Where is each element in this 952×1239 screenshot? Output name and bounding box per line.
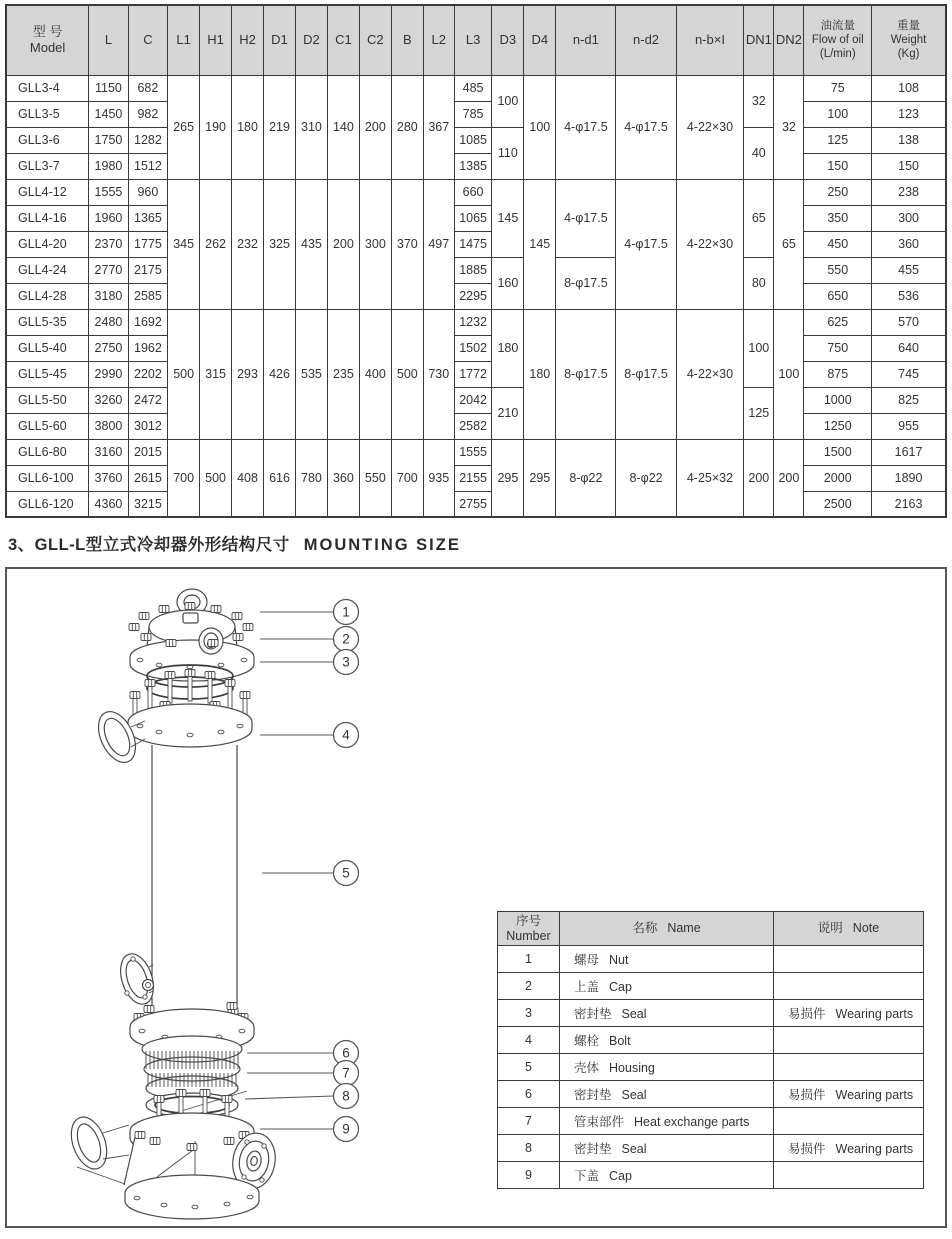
col-header-c2: C2 bbox=[359, 5, 391, 75]
part-note bbox=[774, 946, 924, 973]
cell: 360 bbox=[872, 231, 946, 257]
cell: 1555 bbox=[89, 179, 128, 205]
cell-model: GLL4-28 bbox=[6, 283, 89, 309]
cell: 8-φ22 bbox=[616, 439, 676, 517]
cell: 2472 bbox=[128, 387, 167, 413]
cell: 8-φ22 bbox=[556, 439, 616, 517]
cell-model: GLL4-16 bbox=[6, 205, 89, 231]
parts-row bbox=[498, 946, 924, 973]
part-note: 易损件 Wearing parts bbox=[774, 1135, 924, 1162]
svg-text:5: 5 bbox=[342, 865, 350, 881]
cell: 408 bbox=[232, 439, 264, 517]
cell-model: GLL3-4 bbox=[6, 75, 89, 101]
part-number: 9 bbox=[498, 1162, 560, 1189]
cell-model: GLL5-50 bbox=[6, 387, 89, 413]
parts-col-name: 名称 Name bbox=[560, 912, 774, 946]
callout-8 bbox=[245, 1084, 359, 1109]
cell: 1555 bbox=[454, 439, 492, 465]
cell: 536 bbox=[872, 283, 946, 309]
cell: 982 bbox=[128, 101, 167, 127]
col-header-d3: D3 bbox=[492, 5, 524, 75]
cell: 400 bbox=[359, 309, 391, 439]
col-header-l3: L3 bbox=[454, 5, 492, 75]
parts-col-number: 序号 Number bbox=[498, 912, 560, 946]
cell: 315 bbox=[200, 309, 232, 439]
cell: 150 bbox=[804, 153, 872, 179]
callout-7 bbox=[247, 1061, 359, 1086]
svg-text:1: 1 bbox=[342, 604, 350, 620]
cell: 625 bbox=[804, 309, 872, 335]
callout-2 bbox=[260, 627, 359, 652]
cell-model: GLL5-40 bbox=[6, 335, 89, 361]
callout-9 bbox=[260, 1117, 359, 1142]
cell: 370 bbox=[391, 179, 423, 309]
col-header-c1: C1 bbox=[327, 5, 359, 75]
cell: 1250 bbox=[804, 413, 872, 439]
cell: 100 bbox=[524, 75, 556, 179]
cell: 1512 bbox=[128, 153, 167, 179]
cell: 1772 bbox=[454, 361, 492, 387]
col-header-dn2: DN2 bbox=[774, 5, 804, 75]
cell: 32 bbox=[744, 75, 774, 127]
cell: 360 bbox=[327, 439, 359, 517]
part-top-cap bbox=[129, 589, 254, 681]
cell: 75 bbox=[804, 75, 872, 101]
cell: 1065 bbox=[454, 205, 492, 231]
cell: 2163 bbox=[872, 491, 946, 517]
cell: 150 bbox=[872, 153, 946, 179]
part-tube-bundle bbox=[142, 1036, 242, 1100]
svg-text:2: 2 bbox=[342, 631, 350, 647]
cell: 100 bbox=[492, 75, 524, 127]
cell: 8-φ17.5 bbox=[556, 309, 616, 439]
col-header-n-b×i: n-b×I bbox=[676, 5, 744, 75]
col-header-d2: D2 bbox=[295, 5, 327, 75]
cell-model: GLL6-80 bbox=[6, 439, 89, 465]
cell: 265 bbox=[168, 75, 200, 179]
cell: 2615 bbox=[128, 465, 167, 491]
svg-text:6: 6 bbox=[342, 1045, 350, 1061]
cell: 123 bbox=[872, 101, 946, 127]
cell: 1502 bbox=[454, 335, 492, 361]
cell: 350 bbox=[804, 205, 872, 231]
cell: 219 bbox=[264, 75, 296, 179]
cell: 250 bbox=[804, 179, 872, 205]
cell: 1385 bbox=[454, 153, 492, 179]
cell: 640 bbox=[872, 335, 946, 361]
svg-text:9: 9 bbox=[342, 1121, 350, 1137]
cell: 310 bbox=[295, 75, 327, 179]
cell: 3180 bbox=[89, 283, 128, 309]
cell: 100 bbox=[744, 309, 774, 387]
part-note bbox=[774, 1108, 924, 1135]
cell: 238 bbox=[872, 179, 946, 205]
part-number: 3 bbox=[498, 1000, 560, 1027]
col-header-c: C bbox=[128, 5, 167, 75]
part-name: 密封垫 Seal bbox=[560, 1081, 774, 1108]
part-name: 壳体 Housing bbox=[560, 1054, 774, 1081]
parts-col-note: 说明 Note bbox=[774, 912, 924, 946]
cell: 110 bbox=[492, 127, 524, 179]
cell: 190 bbox=[200, 75, 232, 179]
parts-row bbox=[498, 1135, 924, 1162]
part-note bbox=[774, 1162, 924, 1189]
cell: 650 bbox=[804, 283, 872, 309]
cell: 2480 bbox=[89, 309, 128, 335]
callouts bbox=[245, 600, 359, 1142]
cell: 2202 bbox=[128, 361, 167, 387]
part-number: 7 bbox=[498, 1108, 560, 1135]
part-name: 螺栓 Bolt bbox=[560, 1027, 774, 1054]
cell: 1365 bbox=[128, 205, 167, 231]
col-header-n-d2: n-d2 bbox=[616, 5, 676, 75]
parts-table bbox=[497, 911, 924, 1189]
cell: 3760 bbox=[89, 465, 128, 491]
cell: 2015 bbox=[128, 439, 167, 465]
part-name: 密封垫 Seal bbox=[560, 1000, 774, 1027]
cell: 3215 bbox=[128, 491, 167, 517]
parts-row bbox=[498, 1027, 924, 1054]
cell: 570 bbox=[872, 309, 946, 335]
cell: 700 bbox=[391, 439, 423, 517]
cell: 232 bbox=[232, 179, 264, 309]
cell: 4-φ17.5 bbox=[616, 179, 676, 309]
col-header-model: 型 号 Model bbox=[6, 5, 89, 75]
cell: 100 bbox=[774, 309, 804, 439]
cell: 1885 bbox=[454, 257, 492, 283]
part-number: 5 bbox=[498, 1054, 560, 1081]
cell: 180 bbox=[524, 309, 556, 439]
svg-text:7: 7 bbox=[342, 1065, 350, 1081]
part-number: 8 bbox=[498, 1135, 560, 1162]
cell: 145 bbox=[492, 179, 524, 257]
col-header-l: L bbox=[89, 5, 128, 75]
cell: 1150 bbox=[89, 75, 128, 101]
cell: 4-25×32 bbox=[676, 439, 744, 517]
cell: 745 bbox=[872, 361, 946, 387]
part-number: 6 bbox=[498, 1081, 560, 1108]
part-note bbox=[774, 973, 924, 1000]
part-name: 密封垫 Seal bbox=[560, 1135, 774, 1162]
cell: 1775 bbox=[128, 231, 167, 257]
cell: 1890 bbox=[872, 465, 946, 491]
cell: 785 bbox=[454, 101, 492, 127]
cell: 200 bbox=[744, 439, 774, 517]
callout-4 bbox=[260, 723, 359, 748]
cell: 200 bbox=[327, 179, 359, 309]
section-heading-zh: 3、GLL-L型立式冷却器外形结构尺寸 bbox=[8, 536, 290, 554]
cell-model: GLL3-7 bbox=[6, 153, 89, 179]
cell: 4-22×30 bbox=[676, 309, 744, 439]
cell: 1692 bbox=[128, 309, 167, 335]
cell: 1475 bbox=[454, 231, 492, 257]
cell: 40 bbox=[744, 127, 774, 179]
col-header-h1: H1 bbox=[200, 5, 232, 75]
cell: 2175 bbox=[128, 257, 167, 283]
col-header-d4: D4 bbox=[524, 5, 556, 75]
parts-row bbox=[498, 1108, 924, 1135]
cell: 935 bbox=[423, 439, 454, 517]
cell: 65 bbox=[774, 179, 804, 309]
cell: 300 bbox=[359, 179, 391, 309]
cell: 145 bbox=[524, 179, 556, 309]
cell: 4-φ17.5 bbox=[556, 179, 616, 257]
cell: 750 bbox=[804, 335, 872, 361]
cell: 2000 bbox=[804, 465, 872, 491]
cell: 2042 bbox=[454, 387, 492, 413]
cell: 616 bbox=[264, 439, 296, 517]
callout-5 bbox=[262, 861, 359, 886]
cell: 4360 bbox=[89, 491, 128, 517]
cell: 200 bbox=[359, 75, 391, 179]
cell: 3800 bbox=[89, 413, 128, 439]
part-name: 下盖 Cap bbox=[560, 1162, 774, 1189]
cell: 700 bbox=[168, 439, 200, 517]
cell: 2585 bbox=[128, 283, 167, 309]
cell: 3260 bbox=[89, 387, 128, 413]
svg-text:3: 3 bbox=[342, 654, 350, 670]
cell: 235 bbox=[327, 309, 359, 439]
cell: 682 bbox=[128, 75, 167, 101]
cell: 8-φ17.5 bbox=[616, 309, 676, 439]
cell: 825 bbox=[872, 387, 946, 413]
cell-model: GLL5-35 bbox=[6, 309, 89, 335]
col-header-n-d1: n-d1 bbox=[556, 5, 616, 75]
cell: 80 bbox=[744, 257, 774, 309]
parts-row bbox=[498, 973, 924, 1000]
cell-model: GLL5-60 bbox=[6, 413, 89, 439]
col-header-flow: 油流量 Flow of oil (L/min) bbox=[804, 5, 872, 75]
cell: 325 bbox=[264, 179, 296, 309]
cell: 280 bbox=[391, 75, 423, 179]
cell: 293 bbox=[232, 309, 264, 439]
cell: 455 bbox=[872, 257, 946, 283]
cell: 1960 bbox=[89, 205, 128, 231]
cell: 500 bbox=[200, 439, 232, 517]
cell: 960 bbox=[128, 179, 167, 205]
dimension-table bbox=[5, 4, 947, 518]
part-number: 1 bbox=[498, 946, 560, 973]
cell: 730 bbox=[423, 309, 454, 439]
cell: 426 bbox=[264, 309, 296, 439]
cell: 435 bbox=[295, 179, 327, 309]
cell: 2755 bbox=[454, 491, 492, 517]
cell-model: GLL6-100 bbox=[6, 465, 89, 491]
cell: 2370 bbox=[89, 231, 128, 257]
cell: 210 bbox=[492, 387, 524, 439]
cell: 2155 bbox=[454, 465, 492, 491]
cell: 497 bbox=[423, 179, 454, 309]
cell-model: GLL6-120 bbox=[6, 491, 89, 517]
cell: 140 bbox=[327, 75, 359, 179]
cell: 108 bbox=[872, 75, 946, 101]
part-note: 易损件 Wearing parts bbox=[774, 1000, 924, 1027]
cell: 2295 bbox=[454, 283, 492, 309]
cell: 1617 bbox=[872, 439, 946, 465]
cell: 1232 bbox=[454, 309, 492, 335]
part-housing bbox=[152, 745, 237, 1007]
col-header-d1: D1 bbox=[264, 5, 296, 75]
mounting-size-panel bbox=[5, 567, 947, 1228]
cell: 875 bbox=[804, 361, 872, 387]
cell: 660 bbox=[454, 179, 492, 205]
cell: 4-22×30 bbox=[676, 75, 744, 179]
callout-1 bbox=[260, 600, 359, 625]
cell: 295 bbox=[524, 439, 556, 517]
cell: 2750 bbox=[89, 335, 128, 361]
cell: 1980 bbox=[89, 153, 128, 179]
cell: 450 bbox=[804, 231, 872, 257]
part-number: 4 bbox=[498, 1027, 560, 1054]
cell: 300 bbox=[872, 205, 946, 231]
callout-3 bbox=[260, 650, 359, 675]
part-number: 2 bbox=[498, 973, 560, 1000]
cell-model: GLL3-6 bbox=[6, 127, 89, 153]
cell-model: GLL4-12 bbox=[6, 179, 89, 205]
part-name: 螺母 Nut bbox=[560, 946, 774, 973]
cell: 485 bbox=[454, 75, 492, 101]
cell: 125 bbox=[744, 387, 774, 439]
cell: 160 bbox=[492, 257, 524, 309]
svg-text:8: 8 bbox=[342, 1088, 350, 1104]
parts-row bbox=[498, 1054, 924, 1081]
cell: 180 bbox=[492, 309, 524, 387]
section-heading bbox=[8, 531, 461, 555]
part-name: 上盖 Cap bbox=[560, 973, 774, 1000]
cell: 3012 bbox=[128, 413, 167, 439]
cell: 955 bbox=[872, 413, 946, 439]
cell: 1750 bbox=[89, 127, 128, 153]
cell: 345 bbox=[168, 179, 200, 309]
parts-row bbox=[498, 1000, 924, 1027]
col-header-weight: 重量 Weight (Kg) bbox=[872, 5, 946, 75]
cell: 4-φ17.5 bbox=[616, 75, 676, 179]
cell: 500 bbox=[168, 309, 200, 439]
cell: 32 bbox=[774, 75, 804, 179]
cell: 1085 bbox=[454, 127, 492, 153]
parts-row bbox=[498, 1081, 924, 1108]
cell-model: GLL4-24 bbox=[6, 257, 89, 283]
cell: 500 bbox=[391, 309, 423, 439]
cell: 2770 bbox=[89, 257, 128, 283]
cell: 100 bbox=[804, 101, 872, 127]
cell: 295 bbox=[492, 439, 524, 517]
cell: 262 bbox=[200, 179, 232, 309]
cell: 2500 bbox=[804, 491, 872, 517]
cell: 780 bbox=[295, 439, 327, 517]
cell: 1962 bbox=[128, 335, 167, 361]
svg-text:4: 4 bbox=[342, 727, 350, 743]
section-heading-en: MOUNTING SIZE bbox=[303, 536, 461, 554]
col-header-l1: L1 bbox=[168, 5, 200, 75]
cell: 2582 bbox=[454, 413, 492, 439]
part-note bbox=[774, 1027, 924, 1054]
cell: 1282 bbox=[128, 127, 167, 153]
cell: 1000 bbox=[804, 387, 872, 413]
cell: 4-φ17.5 bbox=[556, 75, 616, 179]
col-header-l2: L2 bbox=[423, 5, 454, 75]
cell: 535 bbox=[295, 309, 327, 439]
cell: 550 bbox=[804, 257, 872, 283]
cell: 550 bbox=[359, 439, 391, 517]
part-note bbox=[774, 1054, 924, 1081]
cell: 2990 bbox=[89, 361, 128, 387]
cell: 1500 bbox=[804, 439, 872, 465]
cell-model: GLL3-5 bbox=[6, 101, 89, 127]
cell: 125 bbox=[804, 127, 872, 153]
cell: 3160 bbox=[89, 439, 128, 465]
cell: 180 bbox=[232, 75, 264, 179]
cell: 4-22×30 bbox=[676, 179, 744, 309]
col-header-b: B bbox=[391, 5, 423, 75]
part-name: 管束部件 Heat exchange parts bbox=[560, 1108, 774, 1135]
cell: 200 bbox=[774, 439, 804, 517]
parts-row bbox=[498, 1162, 924, 1189]
cell: 367 bbox=[423, 75, 454, 179]
part-note: 易损件 Wearing parts bbox=[774, 1081, 924, 1108]
cell: 1450 bbox=[89, 101, 128, 127]
col-header-h2: H2 bbox=[232, 5, 264, 75]
cell: 8-φ17.5 bbox=[556, 257, 616, 309]
cell: 65 bbox=[744, 179, 774, 257]
col-header-dn1: DN1 bbox=[744, 5, 774, 75]
cell-model: GLL5-45 bbox=[6, 361, 89, 387]
cell: 138 bbox=[872, 127, 946, 153]
cell-model: GLL4-20 bbox=[6, 231, 89, 257]
